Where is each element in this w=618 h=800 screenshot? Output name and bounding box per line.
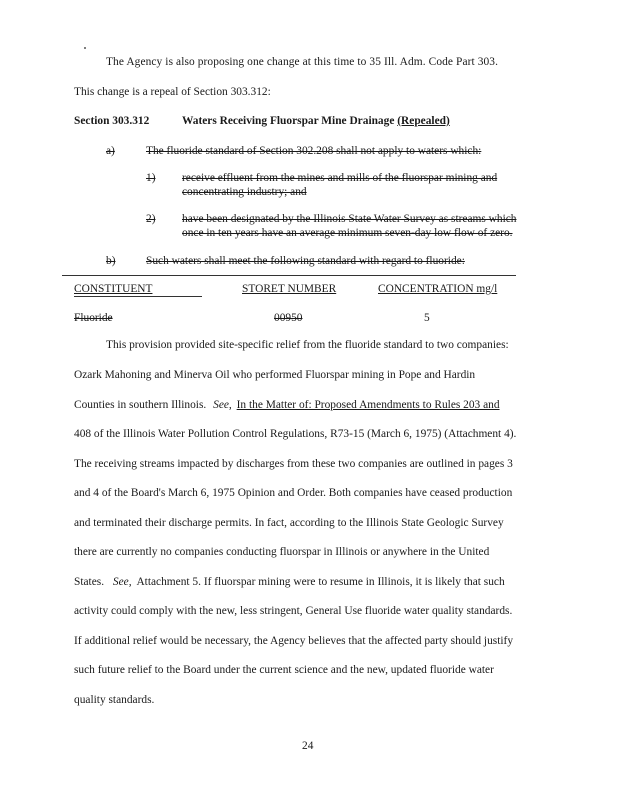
body-line-2: Ozark Mahoning and Minerva Oil who performed Fluorspar mining in Pope and Hardin (74, 369, 476, 381)
section-title (182, 115, 450, 128)
body-line-13: quality standards. (74, 694, 155, 706)
body-line-3-text: Counties in southern Illinois. (74, 399, 207, 411)
item-1-line-1: receive effluent from the mines and mills of the fluorspar mining and (182, 172, 498, 184)
table-header-storet: STORET NUMBER (242, 283, 337, 295)
table-cell-constituent: Fluoride (74, 312, 113, 324)
clause-a-text: The fluoride standard of Section 302.208 shall not apply to waters which: (146, 145, 482, 157)
scan-speck (84, 47, 86, 49)
item-1-label: 1) (146, 172, 156, 184)
body-line-7: and terminated their discharge permits. In fact, according to the Illinois State Geologic Survey (74, 517, 504, 529)
body-line-9 (74, 576, 505, 589)
item-2-label: 2) (146, 213, 156, 225)
section-status: (Repealed) (397, 115, 450, 127)
item-2-line-2: once in ten years have an average minimum seven-day low flow of zero. (182, 227, 513, 239)
body-line-5: The receiving streams impacted by discharges from these two companies are outlined in pages 3 (74, 458, 513, 470)
citation-signal-1: See, (213, 399, 232, 411)
body-line-10: activity could comply with the new, less stringent, General Use fluoride water quality standards. (74, 605, 513, 617)
citation-signal-2: See, (112, 576, 132, 588)
section-number: Section 303.312 (74, 115, 150, 127)
body-line-12: such future relief to the Board under the current science and the new, updated fluoride water (74, 664, 494, 676)
body-line-6: and 4 of the Board's March 6, 1975 Opinion and Order. Both companies have ceased production (74, 487, 513, 499)
body-line-3 (74, 399, 500, 412)
body-line-4: 408 of the Illinois Water Pollution Control Regulations, R73-15 (March 6, 1975) (Attachment 4). (74, 428, 517, 440)
section-title-text: Waters Receiving Fluorspar Mine Drainage (182, 115, 395, 127)
item-1-line-2: concentrating industry; and (182, 186, 307, 198)
clause-b-text: Such waters shall meet the following standard with regard to fluoride: (146, 255, 465, 267)
table-cell-concentration: 5 (424, 312, 430, 324)
intro-line-2: This change is a repeal of Section 303.312: (74, 86, 271, 98)
clause-a-label: a) (106, 145, 115, 157)
case-citation: In the Matter of: Proposed Amendments to Rules 203 and (236, 399, 500, 411)
body-line-9-start: States. (74, 576, 105, 588)
body-line-1: This provision provided site-specific relief from the fluoride standard to two companies: (106, 339, 509, 351)
intro-line-1: The Agency is also proposing one change at this time to 35 Ill. Adm. Code Part 303. (106, 56, 499, 68)
page-number: 24 (302, 740, 314, 752)
table-header-constituent: CONSTITUENT (74, 283, 153, 295)
table-cell-storet: 00950 (274, 312, 303, 324)
table-header-concentration: CONCENTRATION mg/l (378, 283, 498, 295)
item-2-line-1: have been designated by the Illinois State Water Survey as streams which (182, 213, 517, 225)
clause-b-label: b) (106, 255, 116, 267)
body-line-9-rest: Attachment 5. If fluorspar mining were to resume in Illinois, it is likely that such (136, 576, 505, 588)
body-line-8: there are currently no companies conducting fluorspar in Illinois or anywhere in the United (74, 546, 490, 558)
table-header-rule (74, 296, 202, 297)
body-line-11: If additional relief would be necessary, the Agency believes that the affected party should justify (74, 635, 514, 647)
table-top-rule (62, 275, 516, 276)
